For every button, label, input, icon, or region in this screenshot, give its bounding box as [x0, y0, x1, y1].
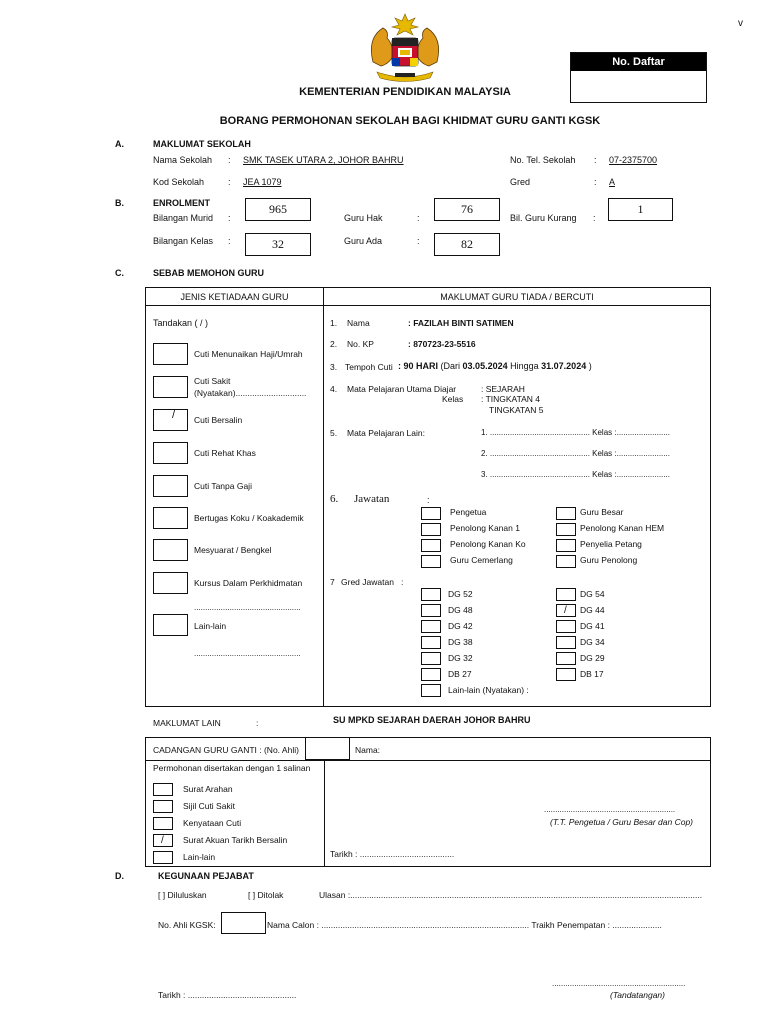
colon: : [417, 236, 420, 246]
school-phone-value[interactable]: 07-2375700 [609, 155, 658, 165]
position-label-principal: Pengetua [450, 507, 487, 517]
coat-of-arms-logo [365, 12, 445, 82]
corner-mark: v [738, 18, 743, 29]
grade-checkbox[interactable] [556, 636, 576, 649]
leave-period-label: Tempoh Cuti [345, 362, 393, 372]
table-border-top [145, 287, 711, 288]
section-a-letter: A. [115, 139, 124, 149]
proposal-top-line [145, 737, 711, 738]
grade-checkbox[interactable] [556, 620, 576, 633]
tick-mark: / [172, 409, 176, 421]
grade-position-label: Gred Jawatan [341, 577, 394, 587]
tick-mark: / [161, 835, 164, 846]
teacher-name-label: Nama [347, 318, 370, 328]
grade-checkbox[interactable] [421, 620, 441, 633]
absence-blank-line: ................................................ [194, 649, 301, 658]
section-b-letter: B. [115, 198, 124, 208]
absence-label-meeting: Mesyuarat / Bengkel [194, 545, 272, 555]
section-d-title: KEGUNAAN PEJABAT [158, 871, 254, 881]
grade-checkbox[interactable] [556, 652, 576, 665]
school-code-label: Kod Sekolah [153, 177, 205, 187]
lower-border-bottom [145, 866, 711, 867]
grade-label-dg44: DG 44 [580, 605, 605, 615]
office-signature-line[interactable]: ............................................................ [552, 979, 686, 988]
absence-label-other: Lain-lain [194, 621, 227, 631]
grade-label-other: Lain-lain (Nyatakan) : [448, 685, 529, 695]
leave-period-value[interactable] [398, 361, 592, 371]
school-name-value[interactable]: SMK TASEK UTARA 2, JOHOR BAHRU [243, 155, 404, 165]
position-checkbox[interactable] [421, 555, 441, 568]
item-number: 3. [330, 362, 338, 372]
attachment-label-sick-cert: Sijil Cuti Sakit [183, 801, 235, 811]
class-value-2[interactable]: TINGKATAN 5 [489, 405, 544, 415]
kgsk-member-label: No. Ahli KGSK: [158, 920, 216, 930]
remarks-field[interactable]: Ulasan :..................................................................................................................................................... [319, 890, 703, 900]
leave-to-date: 31.07.2024 [541, 361, 587, 371]
position-label-headmaster: Guru Besar [580, 507, 624, 517]
attachment-label: Permohonan disertakan dengan 1 salinan [153, 763, 311, 773]
other-subject-label: Mata Pelajaran Lain: [347, 428, 425, 438]
position-checkbox[interactable] [556, 507, 576, 520]
colon: : [228, 177, 231, 187]
mark-instruction: Tandakan ( / ) [153, 318, 209, 328]
entitled-label: Guru Hak [344, 213, 383, 223]
office-date-field[interactable]: Tarikh : .............................................. [158, 990, 297, 1000]
grade-checkbox[interactable] [556, 588, 576, 601]
absence-label-unpaid: Cuti Tanpa Gaji [194, 481, 252, 491]
attachment-label-other: Lain-lain [183, 852, 216, 862]
registration-label: No. Daftar [571, 53, 706, 71]
item-number: 1. [330, 318, 338, 328]
absence-label-cocurricular: Bertugas Koku / Koakademik [194, 513, 304, 523]
position-checkbox[interactable] [556, 555, 576, 568]
position-checkbox[interactable] [421, 507, 441, 520]
section-a-title: MAKLUMAT SEKOLAH [153, 139, 251, 149]
existing-input[interactable]: 82 [434, 233, 500, 256]
position-label-excellent: Guru Cemerlang [450, 555, 513, 565]
position-checkbox[interactable] [556, 523, 576, 536]
table-header-line [145, 305, 711, 306]
absence-checkbox-meeting[interactable] [153, 539, 188, 561]
proposal-bottom-line [145, 760, 711, 761]
colon: : [228, 236, 231, 246]
main-subject-label: Mata Pelajaran Utama Diajar [347, 384, 457, 394]
position-label-afternoon: Penyelia Petang [580, 539, 642, 549]
absence-label-maternity: Cuti Bersalin [194, 415, 243, 425]
grade-label-db17: DB 17 [580, 669, 604, 679]
grade-checkbox[interactable] [556, 668, 576, 681]
attachment-checkbox[interactable] [153, 800, 173, 813]
attachment-checkbox-maternity-checked[interactable] [153, 834, 173, 847]
colon: : [427, 495, 430, 505]
absence-checkbox-unpaid[interactable] [153, 475, 188, 497]
colon: : [417, 213, 420, 223]
section-c-letter: C. [115, 268, 124, 278]
attachment-checkbox[interactable] [153, 817, 173, 830]
absence-checkbox-course[interactable] [153, 572, 188, 594]
application-date-field[interactable]: Tarikh : ........................................ [330, 849, 455, 859]
grade-label-dg42: DG 42 [448, 621, 473, 631]
absence-checkbox-special-rest[interactable] [153, 442, 188, 464]
grade-label-dg52: DG 52 [448, 589, 473, 599]
attachment-label-directive: Surat Arahan [183, 784, 233, 794]
students-input[interactable]: 965 [245, 198, 311, 221]
teacher-ic-value[interactable]: : 870723-23-5516 [408, 339, 476, 349]
proposal-name-label: Nama: [355, 745, 381, 755]
other-subject-line-3[interactable]: 3. ............................................. Kelas :........................ [481, 470, 670, 479]
leave-from-date: 03.05.2024 [462, 361, 508, 371]
absence-label-sick-specify: (Nyatakan).............................. [194, 388, 307, 398]
tick-mark: / [564, 605, 567, 616]
position-label-pkko: Penolong Kanan Ko [450, 539, 526, 549]
attachment-label-leave-statement: Kenyataan Cuti [183, 818, 242, 828]
absence-label-special-rest: Cuti Rehat Khas [194, 448, 256, 458]
approved-option[interactable]: [ ] Diluluskan [158, 890, 207, 900]
item-number: 2. [330, 339, 338, 349]
classes-input[interactable]: 32 [245, 233, 311, 256]
principal-signature-line[interactable]: ........................................................... [544, 805, 676, 814]
rejected-option[interactable]: [ ] Ditolak [248, 890, 284, 900]
grade-checkbox[interactable] [421, 636, 441, 649]
attachment-label-maternity: Surat Akuan Tarikh Bersalin [183, 835, 288, 845]
table-divider [323, 287, 324, 707]
kgsk-member-input[interactable] [221, 912, 266, 934]
absence-checkbox-maternity[interactable] [153, 409, 188, 431]
proposal-label: CADANGAN GURU GANTI : (No. Ahli) [153, 745, 299, 755]
candidate-field[interactable]: Nama Calon : ........................................................................................ Traikh Penempatan : ..................... [267, 920, 662, 930]
attachment-checkbox[interactable] [153, 851, 173, 864]
grade-label-dg54: DG 54 [580, 589, 605, 599]
absence-label-course: Kursus Dalam Perkhidmatan [194, 578, 303, 588]
section-d-letter: D. [115, 871, 124, 881]
grade-checkbox[interactable] [421, 684, 441, 697]
grade-checkbox-dg44-checked[interactable] [556, 604, 576, 617]
school-code-value[interactable]: JEA 1079 [243, 177, 282, 187]
grade-label-db27: DB 27 [448, 669, 472, 679]
leave-to-word: Hingga [510, 361, 539, 371]
absence-label-sick: Cuti Sakit [194, 376, 231, 386]
item-number: 7 [330, 577, 335, 587]
grade-label-dg38: DG 38 [448, 637, 473, 647]
grade-label: Gred [510, 177, 531, 187]
principal-signature-caption: (T.T. Pengetua / Guru Besar dan Cop) [550, 817, 694, 827]
shortage-label: Bil. Guru Kurang [510, 213, 577, 223]
position-checkbox[interactable] [556, 539, 576, 552]
other-subject-line-1[interactable]: 1. ............................................. Kelas :........................ [481, 428, 670, 437]
main-subject-value[interactable]: : SEJARAH [481, 384, 525, 394]
absence-blank-line: ................................................ [194, 603, 301, 612]
class-value[interactable]: : TINGKATAN 4 [481, 394, 541, 404]
item-number: 6. [330, 493, 339, 505]
class-label: Kelas [442, 394, 464, 404]
proposal-member-input[interactable] [305, 737, 350, 760]
grade-label-dg48: DG 48 [448, 605, 473, 615]
item-number: 4. [330, 384, 338, 394]
form-title: BORANG PERMOHONAN SEKOLAH BAGI KHIDMAT GURU GANTI KGSK [219, 115, 601, 127]
teacher-name-value[interactable]: : FAZILAH BINTI SATIMEN [408, 318, 514, 328]
colon: : [228, 155, 231, 165]
lower-border-left [145, 737, 146, 867]
colon: : [593, 213, 596, 223]
attachment-checkbox[interactable] [153, 783, 173, 796]
grade-checkbox[interactable] [421, 652, 441, 665]
section-c-title: SEBAB MEMOHON GURU [153, 268, 265, 278]
existing-label: Guru Ada [344, 236, 383, 246]
lower-border-right [710, 737, 711, 867]
ministry-title: KEMENTERIAN PENDIDIKAN MALAYSIA [299, 86, 511, 98]
grade-label-dg29: DG 29 [580, 653, 605, 663]
colon: : [594, 155, 597, 165]
grade-value[interactable]: A [609, 177, 616, 187]
school-phone-label: No. Tel. Sekolah [510, 155, 576, 165]
grade-checkbox[interactable] [421, 604, 441, 617]
colon: : [256, 718, 259, 728]
section-b-title: ENROLMENT [153, 198, 210, 208]
absence-checkbox-hajj[interactable] [153, 343, 188, 365]
lower-divider [324, 760, 325, 867]
table-border-left [145, 287, 146, 707]
leave-from-word: (Dari [440, 361, 461, 371]
office-signature-caption: (Tandatangan) [610, 990, 665, 1000]
colon: : [401, 577, 404, 587]
absence-label-hajj: Cuti Menunaikan Haji/Umrah [194, 349, 303, 359]
teacher-ic-label: No. KP [347, 339, 374, 349]
item-number: 5. [330, 428, 338, 438]
colon: : [228, 213, 231, 223]
entitled-input[interactable]: 76 [434, 198, 500, 221]
absence-checkbox-cocurricular[interactable] [153, 507, 188, 529]
classes-label: Bilangan Kelas [153, 236, 214, 246]
table-border-bottom [145, 706, 711, 707]
absence-checkbox-other[interactable] [153, 614, 188, 636]
position-label-assistant: Guru Penolong [580, 555, 638, 565]
teacher-info-header: MAKLUMAT GURU TIADA / BERCUTI [440, 292, 594, 302]
other-info-value[interactable]: SU MPKD SEJARAH DAERAH JOHOR BAHRU [333, 715, 531, 725]
position-label-pk1: Penolong Kanan 1 [450, 523, 520, 533]
absence-type-header: JENIS KETIADAAN GURU [180, 292, 289, 302]
position-checkbox[interactable] [421, 523, 441, 536]
shortage-input[interactable]: 1 [608, 198, 673, 221]
position-checkbox[interactable] [421, 539, 441, 552]
absence-checkbox-sick[interactable] [153, 376, 188, 398]
grade-label-dg34: DG 34 [580, 637, 605, 647]
school-name-label: Nama Sekolah [153, 155, 213, 165]
grade-checkbox[interactable] [421, 588, 441, 601]
position-label-pkhem: Penolong Kanan HEM [580, 523, 665, 533]
grade-label-dg32: DG 32 [448, 653, 473, 663]
colon: : [594, 177, 597, 187]
leave-duration: : 90 HARI [398, 361, 439, 371]
students-label: Bilangan Murid [153, 213, 214, 223]
grade-label-dg41: DG 41 [580, 621, 605, 631]
leave-close: ) [588, 361, 592, 371]
other-subject-line-2[interactable]: 2. ............................................. Kelas :........................ [481, 449, 670, 458]
position-label: Jawatan [354, 493, 390, 505]
table-border-right [710, 287, 711, 707]
other-info-label: MAKLUMAT LAIN [153, 718, 221, 728]
grade-checkbox[interactable] [421, 668, 441, 681]
